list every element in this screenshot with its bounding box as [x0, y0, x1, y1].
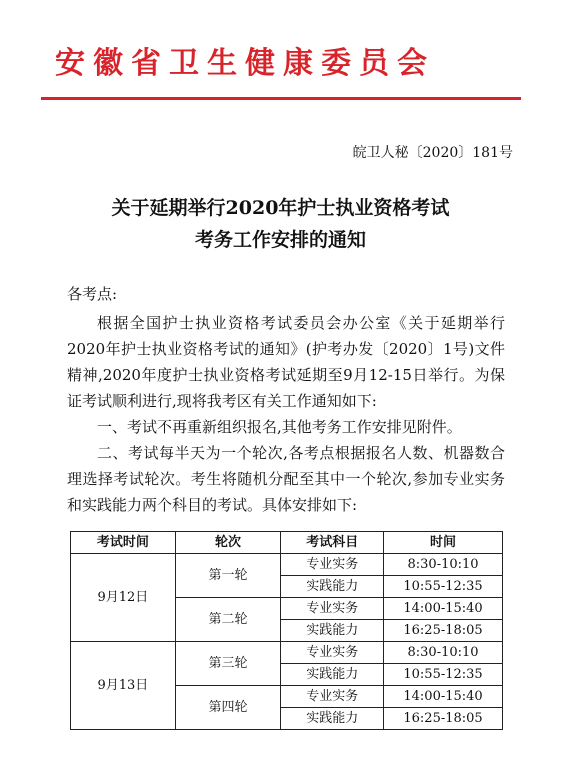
paragraph-item-1: 一、考试不再重新组织报名,其他考务工作安排见附件。 [97, 418, 462, 436]
round-cell: 第二轮 [175, 598, 281, 642]
round-cell: 第三轮 [175, 642, 281, 686]
document-number: 皖卫人秘〔2020〕181号 [352, 145, 513, 161]
body-text [67, 310, 505, 518]
salutation: 各考点: [67, 285, 118, 303]
date-cell: 9月13日 [71, 642, 176, 730]
table-row [71, 554, 503, 576]
notice-title [0, 192, 561, 256]
date-cell: 9月12日 [71, 554, 176, 642]
time-cell: 8:30-10:10 [384, 642, 503, 664]
exam-schedule-table [70, 531, 503, 730]
table-row [71, 642, 503, 664]
subject-cell: 专业实务 [281, 598, 384, 620]
subject-cell: 实践能力 [281, 620, 384, 642]
org-header-title: 安徽省卫生健康委员会 [55, 46, 435, 81]
paragraph-basis: 根据全国护士执业资格考试委员会办公室《关于延期举行2020年护士执业资格考试的通知》(护考办发〔2020〕1号)文件精神,2020年度护士执业资格考试延期至9月12-15日举行。为保证考试顺利进行,现将我考区有关工作通知如下: [67, 314, 505, 410]
time-cell: 16:25-18:05 [384, 708, 503, 730]
time-cell: 14:00-15:40 [384, 686, 503, 708]
header-time: 时间 [384, 532, 503, 554]
notice-title-line-1: 关于延期举行2020年护士执业资格考试 [111, 197, 450, 219]
subject-cell: 实践能力 [281, 708, 384, 730]
time-cell: 16:25-18:05 [384, 620, 503, 642]
time-cell: 10:55-12:35 [384, 664, 503, 686]
red-header-rule [41, 97, 521, 100]
header-exam-date: 考试时间 [71, 532, 176, 554]
paragraph-item-2: 二、考试每半天为一个轮次,各考点根据报名人数、机器数合理选择考试轮次。考生将随机分配至其中一个轮次,参加专业实务和实践能力两个科目的考试。具体安排如下: [67, 444, 505, 514]
time-cell: 14:00-15:40 [384, 598, 503, 620]
subject-cell: 实践能力 [281, 576, 384, 598]
subject-cell: 专业实务 [281, 554, 384, 576]
subject-cell: 实践能力 [281, 664, 384, 686]
round-cell: 第一轮 [175, 554, 281, 598]
round-cell: 第四轮 [175, 686, 281, 730]
notice-title-line-2: 考务工作安排的通知 [194, 229, 366, 251]
time-cell: 8:30-10:10 [384, 554, 503, 576]
header-round: 轮次 [175, 532, 281, 554]
subject-cell: 专业实务 [281, 642, 384, 664]
time-cell: 10:55-12:35 [384, 576, 503, 598]
header-subject: 考试科目 [281, 532, 384, 554]
subject-cell: 专业实务 [281, 686, 384, 708]
table-header-row [71, 532, 503, 554]
